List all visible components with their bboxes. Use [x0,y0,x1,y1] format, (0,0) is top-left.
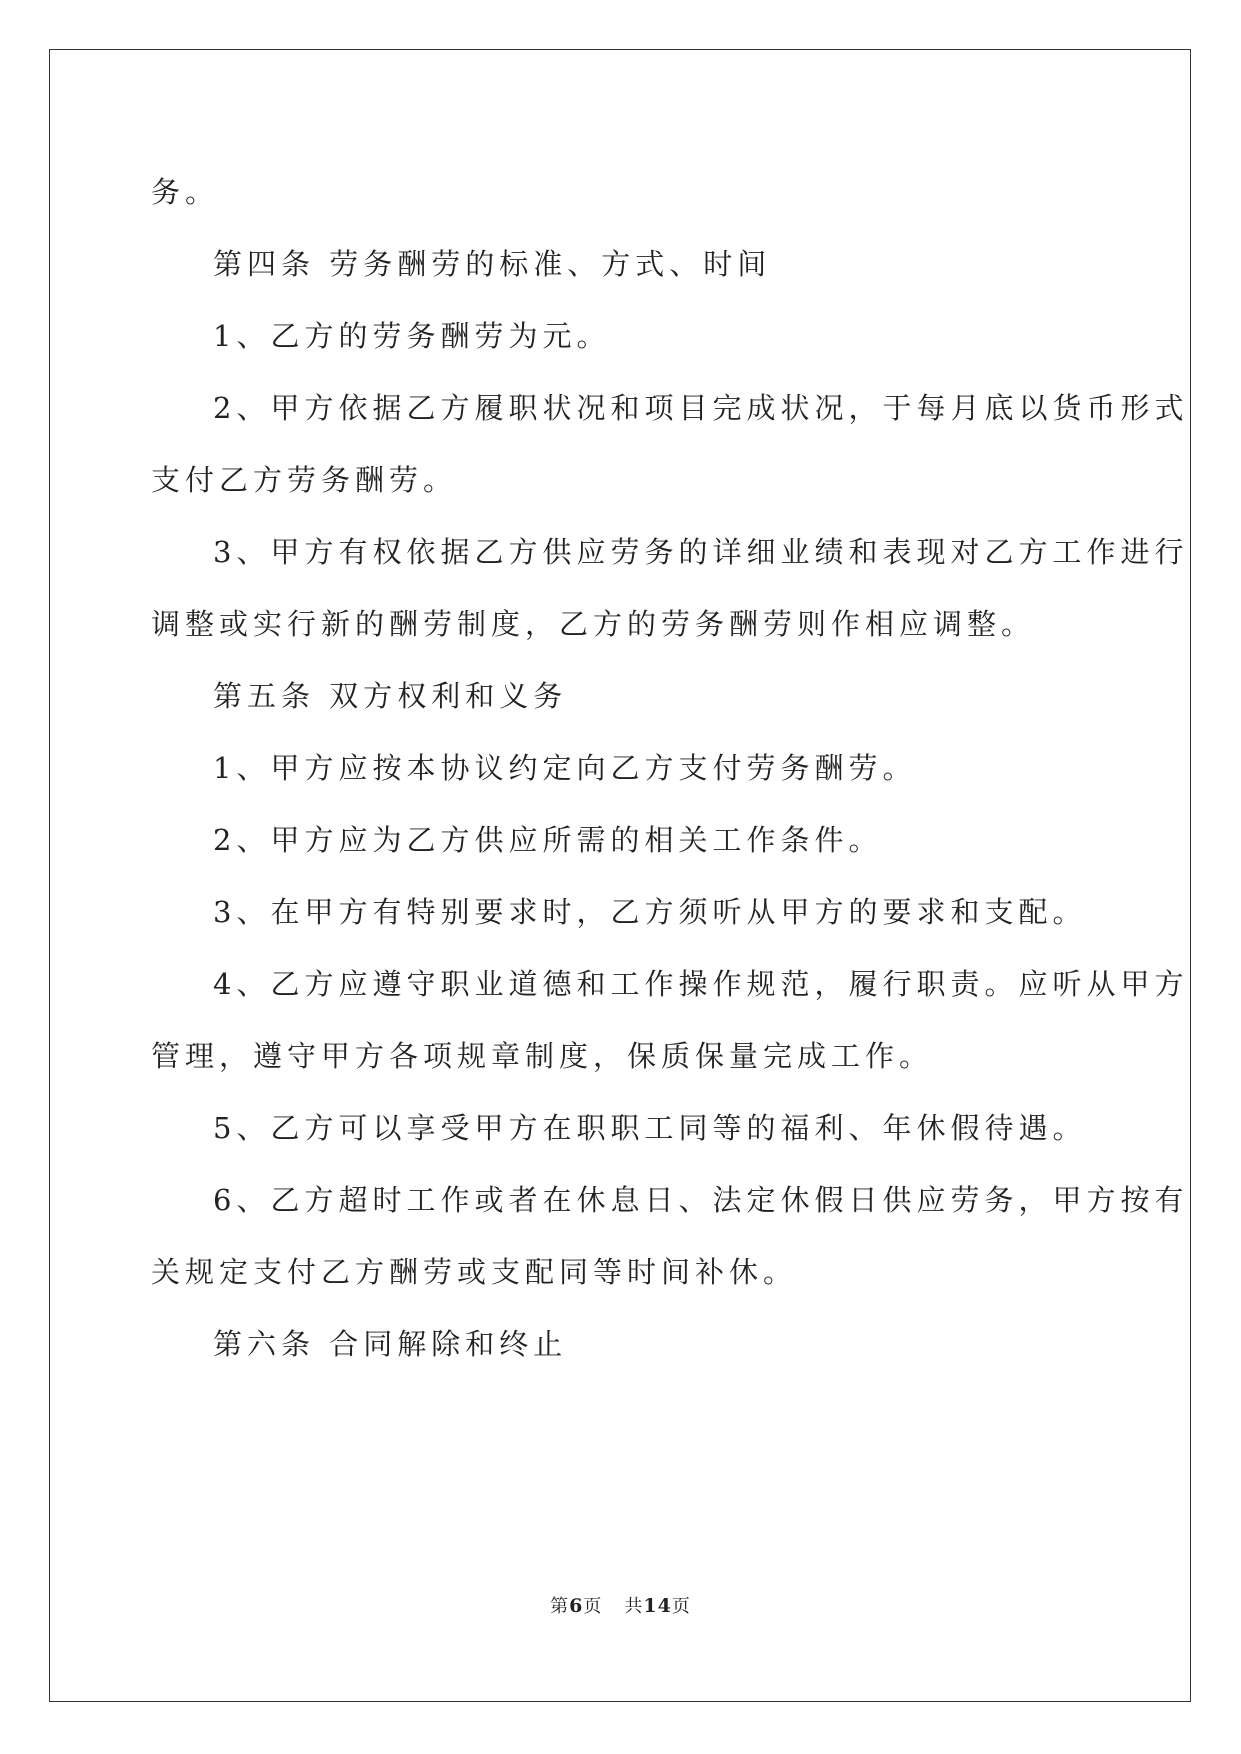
paragraph-line: 6、乙方超时工作或者在休息日、法定休假日供应劳务，甲方按有 [213,1183,1189,1217]
paragraph-line: 4、乙方应遵守职业道德和工作操作规范，履行职责。应听从甲方 [213,967,1189,1001]
paragraph-line: 5、乙方可以享受甲方在职职工同等的福利、年休假待遇。 [213,1111,1087,1145]
total-suffix: 页 [671,1596,691,1617]
page-number: 6 [569,1595,584,1617]
article-heading: 第四条 劳务酬劳的标准、方式、时间 [213,247,772,281]
paragraph-line: 2、甲方应为乙方供应所需的相关工作条件。 [213,823,883,857]
paragraph-line: 管理，遵守甲方各项规章制度，保质保量完成工作。 [151,1039,934,1073]
paragraph-line: 3、在甲方有特别要求时，乙方须听从甲方的要求和支配。 [213,895,1087,929]
document-body [151,156,1189,1380]
paragraph-line: 支付乙方劳务酬劳。 [151,463,458,497]
article-heading: 第六条 合同解除和终止 [213,1327,568,1361]
paragraph-line: 关规定支付乙方酬劳或支配同等时间补休。 [151,1255,798,1289]
total-prefix: 共 [624,1596,644,1617]
page-suffix: 页 [583,1596,603,1617]
total-pages: 14 [643,1595,672,1617]
page-prefix: 第 [550,1596,570,1617]
paragraph-line: 3、甲方有权依据乙方供应劳务的详细业绩和表现对乙方工作进行 [213,535,1189,569]
paragraph-line: 1、乙方的劳务酬劳为元。 [213,319,611,353]
paragraph-line: 1、甲方应按本协议约定向乙方支付劳务酬劳。 [213,751,917,785]
page-footer [0,1592,1241,1618]
paragraph-line: 2、甲方依据乙方履职状况和项目完成状况，于每月底以货币形式 [213,391,1189,425]
paragraph-line: 调整或实行新的酬劳制度，乙方的劳务酬劳则作相应调整。 [151,607,1036,641]
paragraph-line: 务。 [151,175,220,209]
article-heading: 第五条 双方权利和义务 [213,679,568,713]
